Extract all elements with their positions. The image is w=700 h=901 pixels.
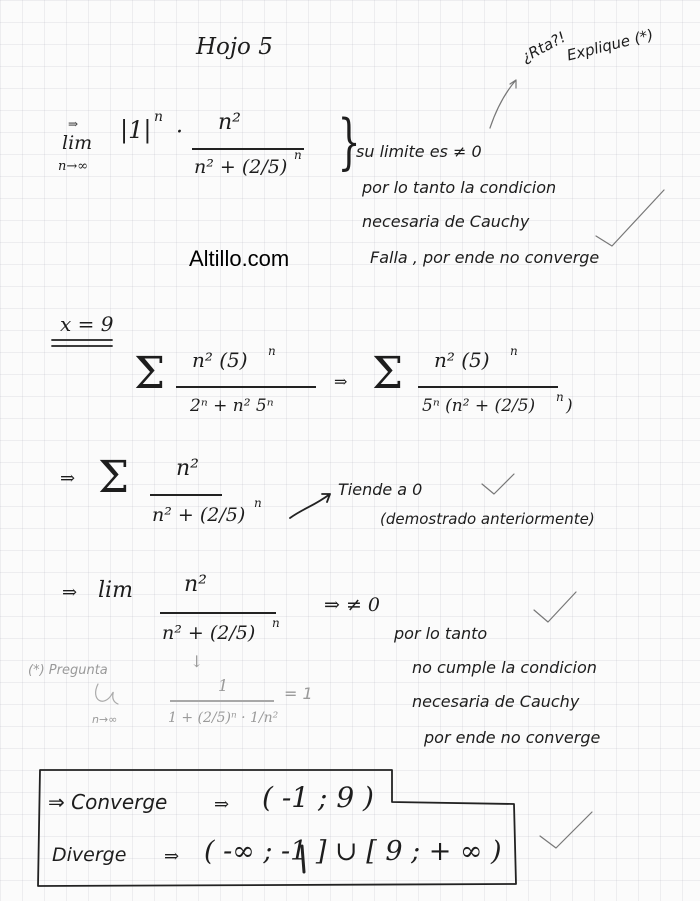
block4-arrow: ⇒ [62,582,78,603]
diverge-bracket-bold [302,846,304,872]
block1-denominator-exp: n [294,148,302,162]
block1-times: · [176,120,183,145]
block2-denominator-2-exp: n [556,390,564,404]
block1-brace: } [337,107,361,177]
block4-text-1: por lo tanto [394,624,488,643]
block2-numerator-2-exp: n [510,344,518,358]
faint-note-lim-sub: n→∞ [92,713,118,726]
block1-abs-exp: n [154,109,164,125]
page-title: Hojo 5 [196,34,273,60]
block1-text-4: Falla , por ende no converge [370,248,600,267]
check-mark-3 [534,592,576,622]
block4-denominator-exp: n [272,616,280,630]
check-mark-margin [490,80,516,128]
block2-numerator-1-exp: n [268,344,276,358]
block1-abs: |1| [120,116,152,144]
block2-numerator-1: n² (5) [192,348,248,372]
block3-arrow: ⇒ [60,468,76,489]
block3-arrow-to-note [290,494,330,518]
block2-denominator-1: 2ⁿ + n² 5ⁿ [190,396,274,416]
block2-sigma-2: Σ [372,348,404,399]
block2-numerator-2: n² (5) [434,348,490,372]
block3-denominator: n² + (2/5) [152,504,246,526]
block1-denominator: n² + (2/5) [194,156,288,178]
block3-note-2: (demostrado anteriormente) [380,510,595,528]
conclusion-box [38,770,516,886]
check-mark-4 [540,812,592,848]
block1-arrow: ⇒ [68,117,79,131]
block4-text-4: por ende no converge [424,728,601,747]
faint-note-label: (*) Pregunta [28,663,108,678]
block1-numerator: n² [218,110,241,135]
block4-denominator: n² + (2/5) [162,622,256,644]
block1-text-3: necesaria de Cauchy [362,212,530,231]
block4-numerator: n² [184,572,207,597]
conclusion-diverge-label: Diverge [52,844,127,866]
faint-note-eq: = 1 [284,684,313,703]
conclusion-diverge-arrow: ⇒ [164,846,180,867]
watermark: Altillo.com [189,246,290,271]
block1-lim: lim [62,132,93,154]
block3-numerator: n² [176,456,199,481]
block3-denominator-exp: n [254,496,262,510]
block4-text-3: necesaria de Cauchy [412,692,580,711]
block3-sigma: Σ [98,452,130,503]
block2-arrow: ⇒ [334,372,348,391]
block2-denominator-2: 5ⁿ (n² + (2/5) [422,396,536,416]
block3-note-1: Tiende a 0 [338,480,423,499]
block2-sigma-1: Σ [134,348,166,399]
faint-note-numerator: 1 [218,676,229,695]
margin-note-question: ¿Rta?! [518,27,569,67]
block2-xval: x = 9 [60,312,114,336]
conclusion-converge-label: ⇒ Converge [48,790,168,814]
block1-text-1: su limite es ≠ 0 [356,142,482,161]
conclusion-diverge-interval: ( -∞ ; -1 ] ∪ [ 9 ; + ∞ ) [204,836,502,867]
block1-lim-sub: n→∞ [58,159,89,174]
faint-note-down-arrow: ↓ [190,652,204,671]
block4-result: ⇒ ≠ 0 [324,594,381,616]
faint-note-denominator: 1 + (2/5)ⁿ · 1/n² [168,710,279,726]
check-mark-2 [482,474,514,494]
check-mark-1 [596,190,664,246]
faint-note-scribble [96,684,118,704]
block1-text-2: por lo tanto la condicion [362,178,557,197]
block4-lim: lim [98,578,133,603]
conclusion-converge-arrow: ⇒ [214,794,230,815]
block2-denominator-2-close: ) [566,396,573,416]
block4-text-2: no cumple la condicion [412,658,597,677]
margin-note-explain: Explique (*) [565,25,656,65]
conclusion-converge-interval: ( -1 ; 9 ) [262,781,374,814]
